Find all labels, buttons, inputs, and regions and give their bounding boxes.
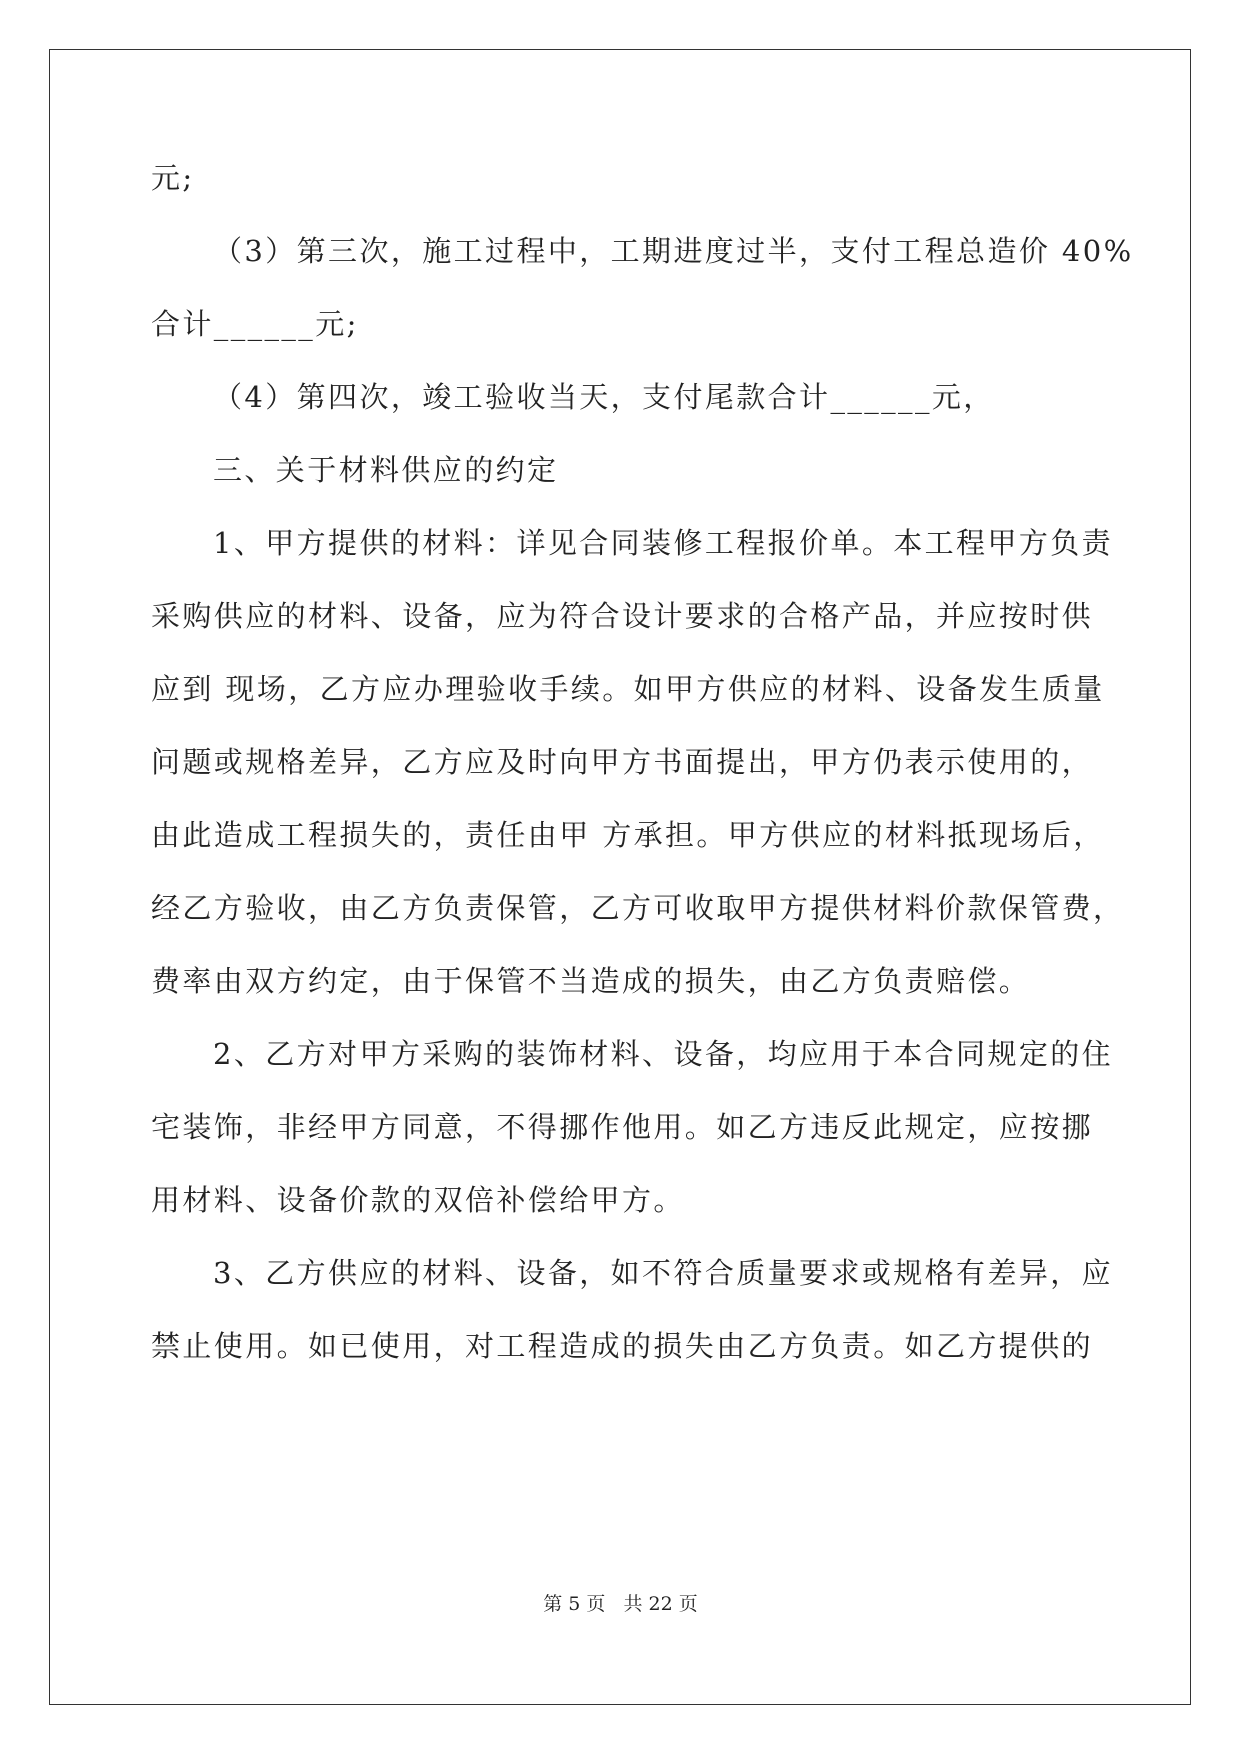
body-line-11: 经乙方验收，由乙方负责保管，乙方可收取甲方提供材料价款保管费， — [151, 891, 1125, 925]
body-line-8: 应到 现场，乙方应办理验收手续。如甲方供应的材料、设备发生质量 — [151, 672, 1105, 706]
body-line-14: 宅装饰，非经甲方同意，不得挪作他用。如乙方违反此规定，应按挪 — [151, 1110, 1094, 1144]
body-line-10: 由此造成工程损失的，责任由甲 方承担。甲方供应的材料抵现场后， — [151, 818, 1105, 852]
body-line-3: 合计______元; — [151, 307, 359, 341]
section-heading: 三、关于材料供应的约定 — [213, 453, 559, 487]
page-border — [49, 49, 1191, 1705]
body-line-4: （4）第四次，竣工验收当天，支付尾款合计______元， — [213, 380, 995, 414]
page-footer — [0, 1592, 1241, 1616]
body-line-13: 2、乙方对甲方采购的装饰材料、设备，均应用于本合同规定的住 — [213, 1037, 1114, 1071]
body-line-1: 元; — [151, 161, 195, 195]
body-line-2: （3）第三次，施工过程中，工期进度过半，支付工程总造价 40% — [213, 234, 1134, 268]
page-number: 第 5 页 — [543, 1593, 606, 1615]
body-line-15: 用材料、设备价款的双倍补偿给甲方。 — [151, 1183, 685, 1217]
body-line-6: 1、甲方提供的材料：详见合同装修工程报价单。本工程甲方负责 — [213, 526, 1114, 560]
body-line-7: 采购供应的材料、设备，应为符合设计要求的合格产品，并应按时供 — [151, 599, 1094, 633]
page-total: 共 22 页 — [623, 1593, 698, 1615]
body-line-17: 禁止使用。如已使用，对工程造成的损失由乙方负责。如乙方提供的 — [151, 1329, 1094, 1363]
body-line-16: 3、乙方供应的材料、设备，如不符合质量要求或规格有差异，应 — [213, 1256, 1114, 1290]
body-line-9: 问题或规格差异，乙方应及时向甲方书面提出，甲方仍表示使用的， — [151, 745, 1094, 779]
body-line-12: 费率由双方约定，由于保管不当造成的损失，由乙方负责赔偿。 — [151, 964, 1031, 998]
